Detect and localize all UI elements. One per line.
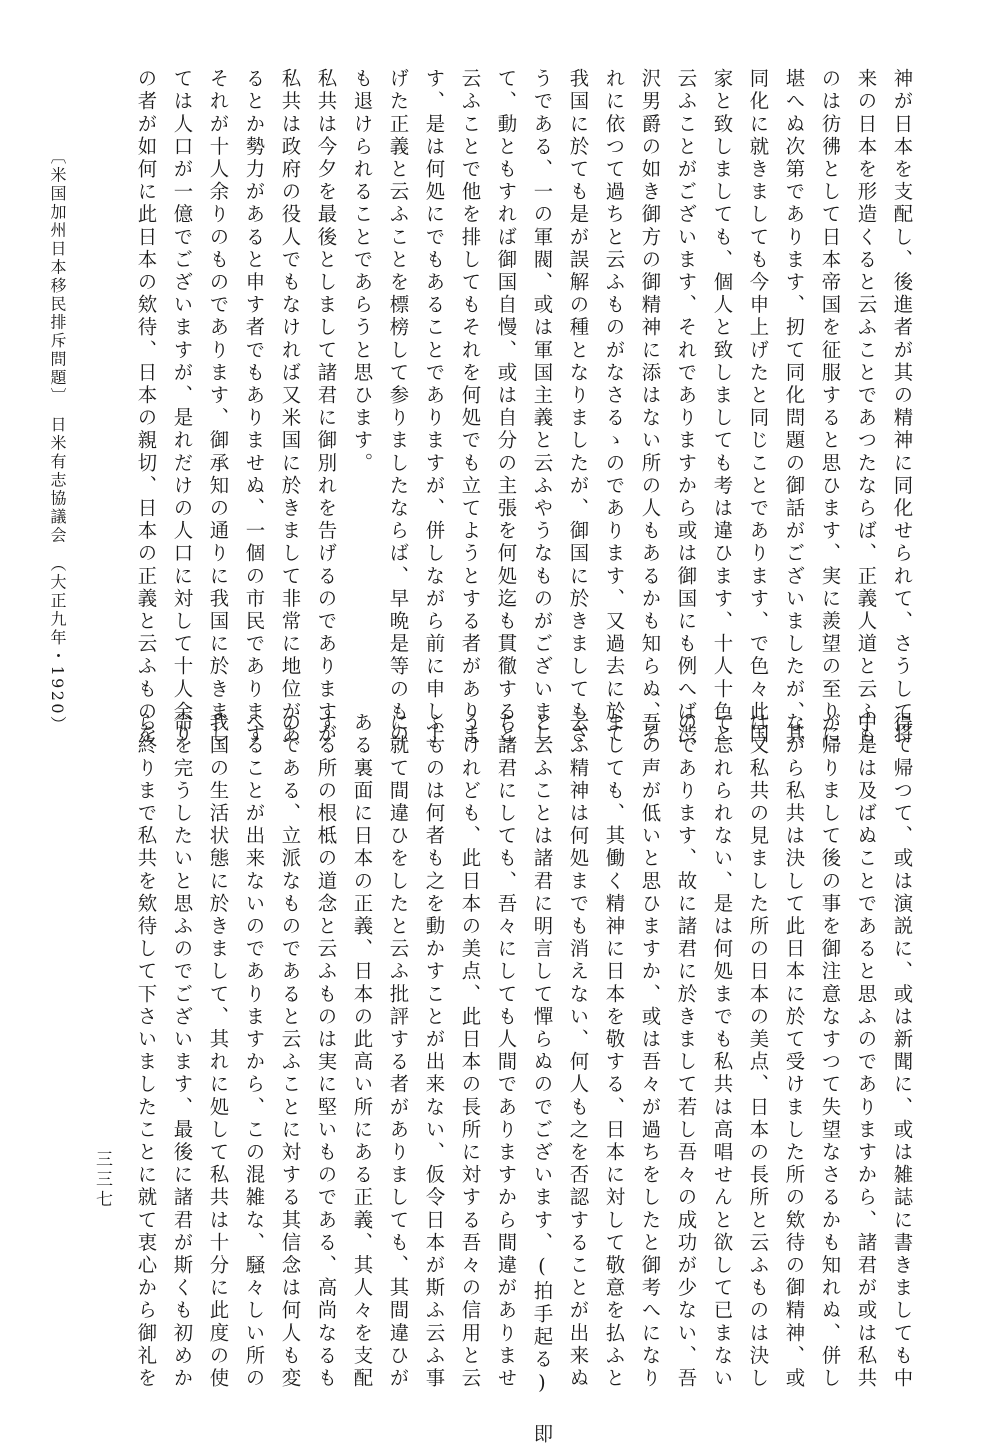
- lower-text-column: へることが出来ないのでありますから、この混雑な、騒々しい所の: [242, 712, 266, 1390]
- lower-text-column: ある裏面に日本の正義、日本の此高い所にある正義、其人々を支配: [350, 712, 374, 1390]
- upper-text-column: 堪へぬ次第であります、扨て同化問題の御話がございましたが、其: [782, 68, 806, 746]
- lower-text-column: に就て間違ひをしたと云ふ批評する者がありましても、其間違ひが: [386, 712, 410, 1390]
- upper-text-column: 沢男爵の如き御方の御精神に添はない所の人もあるかも知らぬ、そ: [638, 68, 662, 746]
- upper-text-column: 私共は今夕を最後としまして諸君に御別れを告げるのでありますが: [314, 68, 338, 746]
- lower-text-column: のであります、故に諸君に於きまして若し吾々の成功が少ない、吾: [674, 712, 698, 1390]
- upper-text-column: 家と致しましても、個人と致しましても考は違ひます、十人十色と: [710, 68, 734, 746]
- lower-text-column: ましても、其働く精神に日本を敬する、日本に対して敬意を払ふと: [602, 712, 626, 1390]
- upper-text-column: 私共は政府の役人でもなければ又米国に於きまして非常に地位があ: [278, 68, 302, 746]
- lower-text-column: 吾の声が低いと思ひますか、或は吾々が過ちをしたと御考へになり: [638, 712, 662, 1390]
- lower-text-column: て忘れられない、是は何処までも私共は高唱せんと欲して已まない: [710, 712, 734, 1390]
- upper-text-column: 来の日本を形造くると云ふことであつたならば、正義人道と云ふも: [854, 68, 878, 746]
- upper-text-column: て、動ともすれば御国自慢、或は自分の主張を何処迄も貫徹すると: [494, 68, 518, 746]
- lower-text-column: は又私共の見ました所の日本の美点、日本の長所と云ふものは決し: [746, 712, 770, 1390]
- lower-text-column: ち諸君にしても、吾々にしても人間でありますから間違がありませ: [494, 712, 518, 1390]
- upper-text-column: れに依つて過ちと云ふものがなさるゝのであります、又過去に於て: [602, 68, 626, 746]
- upper-text-column: るとか勢力があると申す者でもありませぬ、一個の市民であります: [242, 68, 266, 746]
- lower-text-column: ら終りまで私共を欸待して下さいましたことに就て衷心から御礼を: [134, 712, 158, 1390]
- source-caption: 〔米国加州日本移民排斥問題〕 日米有志協議会 （大正九年・1920）: [48, 148, 67, 735]
- lower-text-column: する所の根柢の道念と云ふものは実に堅いものである、高尚なるも: [314, 712, 338, 1390]
- lower-text-column: が帰りまして後の事を御注意なすつて失望なさるかも知れぬ、併し: [818, 712, 842, 1390]
- lower-text-column: ながら私共は決して此日本に於て受けました所の欸待の御精神、或: [782, 712, 806, 1390]
- upper-text-column: のは彷彿として日本帝国を征服すると思ひます、実に羨望の至りに: [818, 68, 842, 746]
- upper-text-column: ては人口が一億でございますが、是れだけの人口に対して十人余り: [170, 68, 194, 746]
- upper-text-column: 神が日本を支配し、後進者が其の精神に同化せられて、さうして将: [890, 68, 914, 746]
- upper-text-column: も退けられることであらうと思ひます。: [350, 68, 374, 475]
- upper-text-column: それが十人余りのものであります、御承知の通りに我国に於きまし: [206, 68, 230, 746]
- lower-text-column: のである、立派なものであると云ふことに対する其信念は何人も変: [278, 712, 302, 1390]
- page-number: 三三七: [92, 1150, 112, 1210]
- upper-text-column: す、是は何処にでもあることでありますが、併しながら前に申し上: [422, 68, 446, 746]
- upper-text-column: 同化に就きましても今申上げたと同じことであります、で色々此国: [746, 68, 770, 746]
- upper-text-column: 云ふことで他を排してもそれを何処でも立てようとする者がありま: [458, 68, 482, 746]
- lower-text-column: 我国の生活状態に於きまして、其れに処して私共は十分に此度の使: [206, 712, 230, 1390]
- lower-text-column: と云ふことは諸君に明言して憚らぬのでございます、(拍手起る) 即: [530, 712, 554, 1446]
- lower-text-column: ふものは何者も之を動かすことが出来ない、仮令日本が斯ふ云ふ事: [422, 712, 446, 1390]
- upper-text-column: うである、一の軍閥、或は軍国主義と云ふやうなものがございまし: [530, 68, 554, 746]
- lower-text-column: 得て帰つて、或は演説に、或は新聞に、或は雑誌に書きましても中: [890, 712, 914, 1390]
- lower-text-column: うけれども、此日本の美点、此日本の長所に対する吾々の信用と云: [458, 712, 482, 1390]
- upper-text-column: の者が如何に此日本の欸待、日本の親切、日本の正義と云ふものを: [134, 68, 158, 746]
- upper-text-column: 我国に於ても是が誤解の種となりましたが、御国に於きましてもさ: [566, 68, 590, 746]
- upper-text-column: げた正義と云ふことを標榜して参りましたならば、早晩是等のもの: [386, 68, 410, 746]
- lower-text-column: 命を完うしたいと思ふのでございます、最後に諸君が斯くも初めか: [170, 712, 194, 1390]
- lower-text-column: 中是は及ばぬことであると思ふのでありますから、諸君が或は私共: [854, 712, 878, 1390]
- lower-text-column: 云ふ精神は何処までも消えない、何人も之を否認することが出来ぬ: [566, 712, 590, 1390]
- upper-text-column: 云ふことがございます、それでありますから或は御国にも例へば渋: [674, 68, 698, 746]
